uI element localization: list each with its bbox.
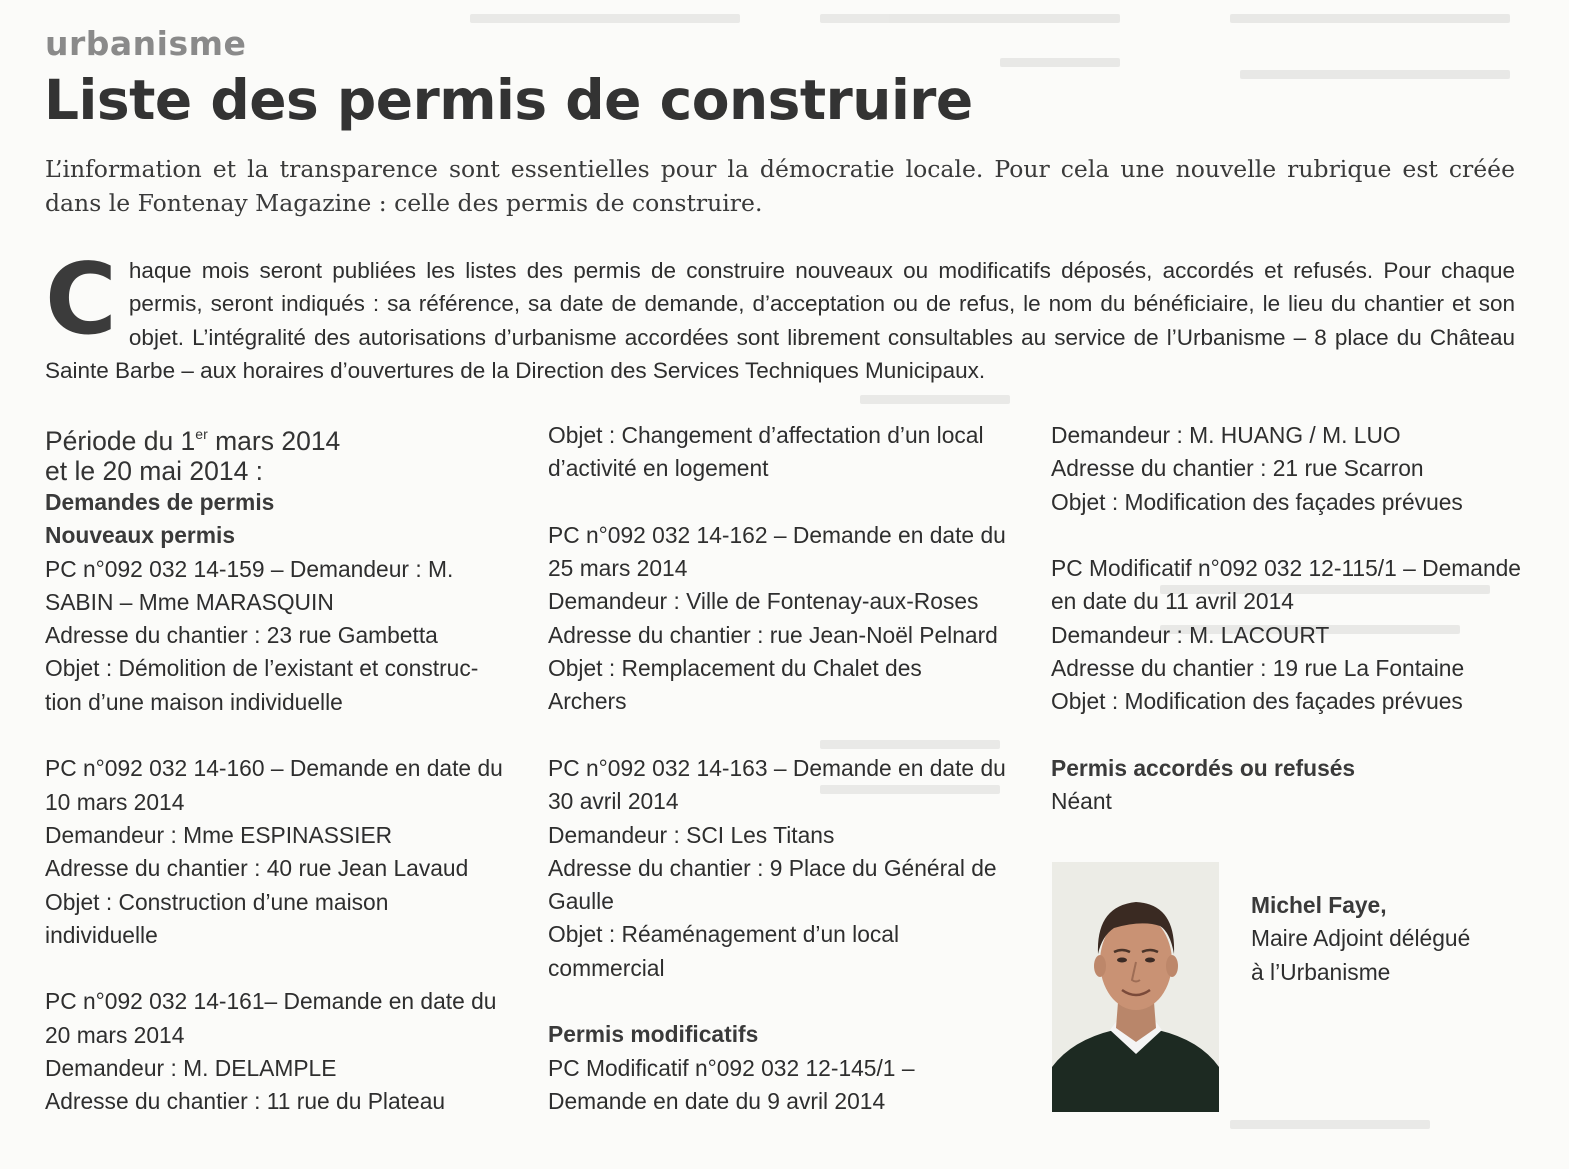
entry-line: d’activité en logement: [548, 455, 769, 482]
entry-line: Adresse du chantier : 9 Place du Général de: [548, 854, 997, 881]
permit-entry-161: [45, 985, 515, 1118]
column-3: [1051, 419, 1526, 819]
entry-line: Adresse du chantier : 40 rue Jean Lavaud: [45, 855, 469, 882]
entry-line: PC n°092 032 14-163 – Demande en date du: [548, 754, 1006, 781]
entry-line: 30 avril 2014: [548, 788, 679, 815]
entry-line: Adresse du chantier : 23 rue Gambetta: [45, 622, 438, 649]
column-1: [45, 419, 515, 1119]
period-heading-line2: et le 20 mai 2014 :: [45, 456, 264, 486]
lead-paragraph: [45, 243, 1515, 387]
entry-line: Objet : Changement d’affectation d’un local: [548, 422, 984, 448]
entry-line: PC n°092 032 14-160 – Demande en date du: [45, 755, 503, 782]
entry-line: Adresse du chantier : rue Jean-Noël Pelnard: [548, 621, 998, 648]
portrait-photo: [1052, 862, 1219, 1112]
entry-line: Objet : Modification des façades prévues: [1051, 488, 1463, 515]
entry-line: Demandeur : M. HUANG / M. LUO: [1051, 422, 1401, 448]
entry-line: Demandeur : M. DELAMPLE: [45, 1055, 337, 1082]
entry-line: Objet : Remplacement du Chalet des: [548, 655, 922, 682]
entry-line: Gaulle: [548, 888, 614, 915]
period-heading: Période du 1er mars 2014: [45, 426, 341, 456]
permit-entry-mod-145: [548, 1052, 1018, 1119]
section-accordes-heading: Permis accordés ou refusés: [1051, 754, 1356, 781]
entry-line: Adresse du chantier : 11 rue du Plateau: [45, 1088, 446, 1115]
column-2: [548, 419, 1018, 1118]
entry-line: en date du 11 avril 2014: [1051, 588, 1294, 615]
signature-caption: [1251, 889, 1551, 989]
entry-line: Demandeur : SCI Les Titans: [548, 821, 835, 848]
entry-line: Objet : Démolition de l’existant et construc-: [45, 655, 479, 682]
permit-entry-mod-115: [1051, 552, 1526, 718]
entry-line: PC Modificatif n°092 032 12-145/1 –: [548, 1054, 915, 1081]
entry-line: Archers: [548, 688, 627, 715]
entry-line: Objet : Réaménagement d’un local: [548, 921, 900, 948]
entry-line: tion d’une maison individuelle: [45, 688, 343, 715]
accordes-value: Néant: [1051, 788, 1112, 815]
entry-line: SABIN – Mme MARASQUIN: [45, 588, 334, 615]
section-demandes-heading: Demandes de permis: [45, 489, 275, 515]
permit-entry-mod-145-continued: [1051, 419, 1526, 519]
page-title: Liste des permis de construire: [44, 68, 973, 132]
signature-role: Maire Adjoint délégué: [1251, 925, 1471, 952]
section-nouveaux-heading: Nouveaux permis: [45, 522, 236, 549]
entry-line: 10 mars 2014: [45, 788, 185, 815]
entry-line: commercial: [548, 954, 665, 981]
entry-line: 20 mars 2014: [45, 1021, 185, 1048]
permit-entry-162: [548, 519, 1018, 719]
drop-cap: C: [45, 243, 117, 357]
section-rubric: urbanisme: [45, 24, 247, 63]
intro-paragraph: L’information et la transparence sont essentielles pour la démocratie locale. Pour cela une nouvelle rubrique est créée dans le Fontenay Magazine : celle des permis de construire.: [45, 155, 1515, 217]
entry-line: PC n°092 032 14-162 – Demande en date du: [548, 521, 1006, 548]
permit-entry-163: [548, 752, 1018, 985]
entry-line: PC n°092 032 14-159 – Demandeur : M.: [45, 555, 454, 582]
permit-entry-161-continued: [548, 419, 1018, 486]
section-modificatifs-heading: Permis modificatifs: [548, 1021, 759, 1048]
entry-line: individuelle: [45, 921, 158, 948]
entry-line: Demande en date du 9 avril 2014: [548, 1087, 886, 1114]
entry-line: Demandeur : Ville de Fontenay-aux-Roses: [548, 588, 979, 615]
entry-line: PC n°092 032 14-161– Demande en date du: [45, 988, 497, 1015]
entry-line: Adresse du chantier : 19 rue La Fontaine: [1051, 655, 1465, 682]
signature-role-line2: à l’Urbanisme: [1251, 958, 1391, 985]
entry-line: 25 mars 2014: [548, 555, 688, 582]
permit-entry-159: [45, 553, 515, 719]
entry-line: PC Modificatif n°092 032 12-115/1 – Demande: [1051, 555, 1521, 582]
entry-line: Objet : Modification des façades prévues: [1051, 688, 1463, 715]
signature-name: Michel Faye,: [1251, 892, 1387, 918]
entry-line: Demandeur : M. LACOURT: [1051, 621, 1330, 648]
entry-line: Objet : Construction d’une maison: [45, 888, 389, 915]
lead-text: haque mois seront publiées les listes des permis de construire nouveaux ou modificatifs déposés, accordés et refusés. Pour chaque permis, seront indiqués : sa référence, sa date de demande, d’acceptation ou de refus, le nom du bénéficiaire, le lieu du chantier et son objet. L’intégralité des autorisations d’urbanisme accordées sont librement consultables au service de l’Urbanisme – 8 place du Château Sainte Barbe – aux horaires d’ouvertures de la Direction des Services Techniques Municipaux.: [45, 258, 1515, 383]
entry-line: Demandeur : Mme ESPINASSIER: [45, 821, 393, 848]
entry-line: Adresse du chantier : 21 rue Scarron: [1051, 455, 1424, 482]
permit-entry-160: [45, 752, 515, 952]
